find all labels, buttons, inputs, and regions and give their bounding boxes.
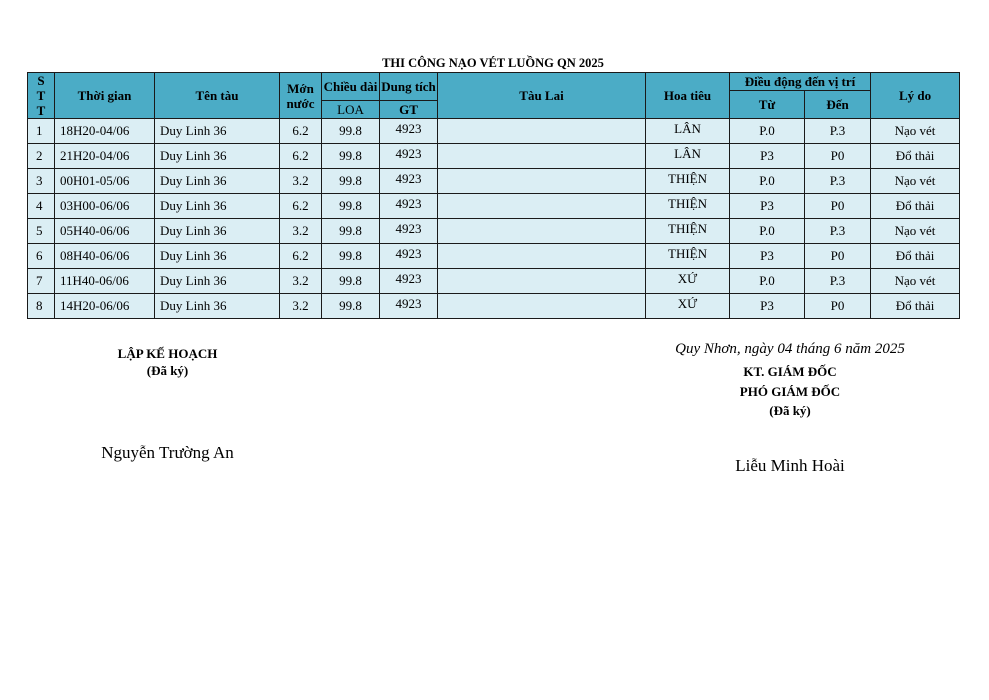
cell-loa: 99.8 (322, 244, 380, 269)
cell-gt: 4923 (380, 219, 438, 244)
cell-mon-nuoc: 3.2 (280, 294, 322, 319)
header-ly-do: Lý do (871, 73, 960, 119)
cell-mon-nuoc: 6.2 (280, 244, 322, 269)
cell-mon-nuoc: 3.2 (280, 169, 322, 194)
table-row (28, 169, 960, 194)
cell-ly-do: Nạo vét (871, 219, 960, 244)
cell-den: P0 (805, 294, 871, 319)
table-row (28, 219, 960, 244)
document-title: THI CÔNG NẠO VÉT LUỒNG QN 2025 (382, 56, 604, 70)
cell-ly-do: Đổ thải (871, 144, 960, 169)
cell-tau-lai (438, 294, 646, 319)
header-loa: LOA (322, 101, 380, 119)
cell-gt: 4923 (380, 144, 438, 169)
header-ten-tau: Tên tàu (155, 73, 280, 119)
header-tau-lai: Tàu Lai (438, 73, 646, 119)
cell-loa: 99.8 (322, 144, 380, 169)
planner-role: LẬP KẾ HOẠCH (117, 346, 218, 361)
director-signed-note: (Đã ký) (769, 403, 811, 418)
cell-tau-lai (438, 269, 646, 294)
header-hoa-tieu: Hoa tiêu (646, 73, 730, 119)
cell-den: P.3 (805, 119, 871, 144)
director-role-1: KT. GIÁM ĐỐC (743, 364, 837, 379)
cell-tau-lai (438, 169, 646, 194)
cell-ly-do: Nạo vét (871, 269, 960, 294)
cell-tu: P.0 (730, 119, 805, 144)
cell-ten-tau: Duy Linh 36 (155, 269, 280, 294)
cell-loa: 99.8 (322, 219, 380, 244)
table-row (28, 244, 960, 269)
header-dieu-dong: Điều động đến vị trí (730, 73, 871, 91)
director-name: Liễu Minh Hoài (735, 456, 845, 475)
cell-tu: P3 (730, 194, 805, 219)
cell-hoa-tieu: THIỆN (646, 169, 730, 194)
cell-tu: P3 (730, 144, 805, 169)
director-role-2: PHÓ GIÁM ĐỐC (739, 384, 841, 399)
header-den: Đến (805, 91, 871, 119)
planner-signature-block (95, 345, 240, 379)
cell-tau-lai (438, 144, 646, 169)
cell-mon-nuoc: 6.2 (280, 144, 322, 169)
cell-hoa-tieu: THIỆN (646, 244, 730, 269)
table-row (28, 119, 960, 144)
cell-den: P0 (805, 194, 871, 219)
cell-hoa-tieu: LÂN (646, 119, 730, 144)
cell-tu: P3 (730, 294, 805, 319)
cell-den: P.3 (805, 219, 871, 244)
cell-hoa-tieu: LÂN (646, 144, 730, 169)
header-chieu-dai: Chiều dài (322, 73, 380, 101)
document-date: Quy Nhơn, ngày 04 tháng 6 năm 2025 (675, 341, 905, 357)
cell-stt: 3 (28, 169, 55, 194)
cell-tau-lai (438, 119, 646, 144)
cell-stt: 6 (28, 244, 55, 269)
cell-loa: 99.8 (322, 169, 380, 194)
cell-loa: 99.8 (322, 294, 380, 319)
cell-mon-nuoc: 6.2 (280, 119, 322, 144)
cell-thoi-gian: 14H20-06/06 (55, 294, 155, 319)
director-signature-block (690, 362, 890, 420)
cell-stt: 5 (28, 219, 55, 244)
cell-tau-lai (438, 219, 646, 244)
cell-loa: 99.8 (322, 269, 380, 294)
cell-mon-nuoc: 6.2 (280, 194, 322, 219)
planner-name: Nguyễn Trường An (101, 443, 234, 462)
cell-tu: P.0 (730, 269, 805, 294)
cell-ten-tau: Duy Linh 36 (155, 294, 280, 319)
cell-thoi-gian: 08H40-06/06 (55, 244, 155, 269)
cell-hoa-tieu: THIỆN (646, 194, 730, 219)
cell-den: P.3 (805, 169, 871, 194)
cell-stt: 2 (28, 144, 55, 169)
cell-ten-tau: Duy Linh 36 (155, 219, 280, 244)
cell-stt: 7 (28, 269, 55, 294)
cell-gt: 4923 (380, 119, 438, 144)
cell-gt: 4923 (380, 194, 438, 219)
cell-den: P0 (805, 144, 871, 169)
table-header (28, 73, 960, 119)
cell-tu: P.0 (730, 219, 805, 244)
cell-ly-do: Đổ thải (871, 194, 960, 219)
cell-stt: 1 (28, 119, 55, 144)
cell-ly-do: Nạo vét (871, 169, 960, 194)
cell-tau-lai (438, 244, 646, 269)
cell-thoi-gian: 18H20-04/06 (55, 119, 155, 144)
cell-loa: 99.8 (322, 194, 380, 219)
cell-ly-do: Đổ thải (871, 294, 960, 319)
header-tu: Từ (730, 91, 805, 119)
cell-gt: 4923 (380, 294, 438, 319)
header-stt: S T T (28, 73, 55, 119)
cell-den: P0 (805, 244, 871, 269)
cell-thoi-gian: 21H20-04/06 (55, 144, 155, 169)
cell-hoa-tieu: XỨ (646, 294, 730, 319)
cell-gt: 4923 (380, 169, 438, 194)
cell-tu: P3 (730, 244, 805, 269)
cell-stt: 8 (28, 294, 55, 319)
cell-tu: P.0 (730, 169, 805, 194)
cell-ly-do: Nạo vét (871, 119, 960, 144)
cell-mon-nuoc: 3.2 (280, 269, 322, 294)
cell-hoa-tieu: THIỆN (646, 219, 730, 244)
table-body (28, 119, 960, 319)
cell-ten-tau: Duy Linh 36 (155, 119, 280, 144)
cell-ten-tau: Duy Linh 36 (155, 169, 280, 194)
table-row (28, 144, 960, 169)
header-thoi-gian: Thời gian (55, 73, 155, 119)
cell-ten-tau: Duy Linh 36 (155, 194, 280, 219)
header-dung-tich: Dung tích (380, 73, 438, 101)
table-row (28, 269, 960, 294)
cell-ten-tau: Duy Linh 36 (155, 244, 280, 269)
cell-thoi-gian: 00H01-05/06 (55, 169, 155, 194)
table-row (28, 294, 960, 319)
cell-thoi-gian: 05H40-06/06 (55, 219, 155, 244)
cell-den: P.3 (805, 269, 871, 294)
cell-stt: 4 (28, 194, 55, 219)
cell-gt: 4923 (380, 269, 438, 294)
cell-ten-tau: Duy Linh 36 (155, 144, 280, 169)
planner-signed-note: (Đã ký) (146, 363, 189, 378)
header-mon-nuoc: Mớn nước (280, 73, 322, 119)
header-gt: GT (380, 101, 438, 119)
cell-tau-lai (438, 194, 646, 219)
cell-loa: 99.8 (322, 119, 380, 144)
schedule-table (27, 72, 960, 319)
table-row (28, 194, 960, 219)
cell-thoi-gian: 11H40-06/06 (55, 269, 155, 294)
cell-ly-do: Đổ thải (871, 244, 960, 269)
cell-mon-nuoc: 3.2 (280, 219, 322, 244)
cell-thoi-gian: 03H00-06/06 (55, 194, 155, 219)
cell-gt: 4923 (380, 244, 438, 269)
cell-hoa-tieu: XỨ (646, 269, 730, 294)
